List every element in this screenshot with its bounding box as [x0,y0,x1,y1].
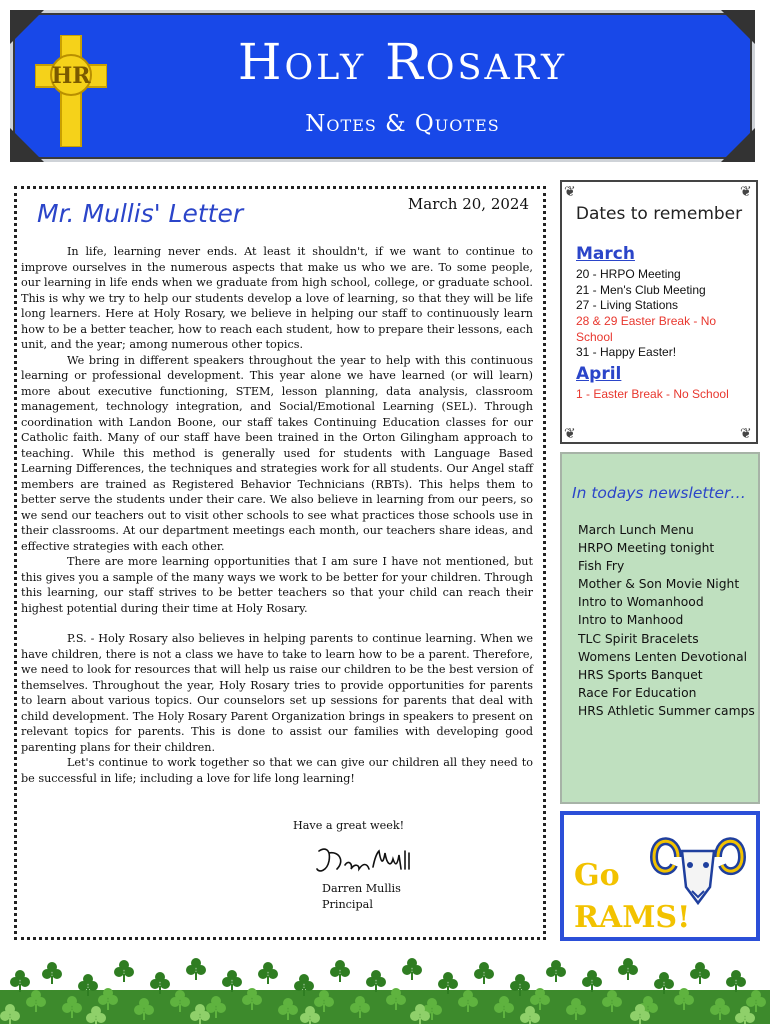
list-item: HRS Sports Banquet [578,667,703,682]
letter-title: Mr. Mullis' Letter [37,199,244,228]
event-item: 21 - Men's Club Meeting [576,283,706,297]
event-item-highlight: 1 - Easter Break - No School [576,387,729,401]
list-item: TLC Spirit Bracelets [578,631,699,646]
newsletter-contents-list [578,521,755,720]
list-item: Intro to Womanhood [578,595,704,610]
event-item-highlight: 28 & 29 Easter Break - No School [576,314,717,344]
month-heading: April [576,364,622,384]
flourish-icon: ❦ [740,425,752,441]
letter-paragraph: In life, learning never ends. At least it shouldn't, if we want to continue to improve ourselves in the numerous aspects that make us who we are. To some people, our learning in life ends when we graduate from high school, college, or graduate school. This is why we try to help our students develop a love of learning, so that they will be life long learners. Here at Holy Rosary, we believe in helping our staff to continuously learn how to be a better teacher, how to reach each student, how to prepare their lessons, each unit, and the year; among numerous other topics. [21,245,533,351]
rams-text: RAMS! [574,900,691,935]
flourish-icon: ❦ [564,183,576,199]
letter-closing: Have a great week! [293,819,405,832]
letter-paragraph: Let's continue to work together so that we can give our children all they need to be successful in life; including a love for life long learning! [21,756,533,785]
header-banner [10,10,755,162]
newsletter-contents-box [560,452,760,804]
flourish-icon: ❦ [740,183,752,199]
dates-to-remember-box [560,180,758,444]
dates-title: Dates to remember [575,204,743,224]
list-item: Race For Education [578,685,697,700]
signer-name: Darren Mullis [322,882,401,895]
newsletter-contents-title: In todays newsletter… [572,484,746,502]
list-item: Intro to Manhood [578,613,684,628]
letter-date: March 20, 2024 [407,195,529,213]
flourish-icon: ❦ [564,425,576,441]
event-item: 31 - Happy Easter! [576,345,677,359]
event-item: 20 - HRPO Meeting [576,267,681,281]
newsletter-title: Holy Rosary [237,33,568,91]
list-item: Womens Lenten Devotional [578,649,748,664]
principal-letter [14,186,546,940]
list-item: Fish Fry [578,559,625,574]
letter-body [21,244,533,786]
signer-block [322,881,401,913]
ram-mascot-icon [648,829,748,907]
go-text: Go [574,858,620,893]
shamrock-border-decoration [0,950,770,1024]
list-item: March Lunch Menu [578,523,694,537]
letter-paragraph: We bring in different speakers throughout the year to help with this continuous learning or professional development. This year alone we have learned (or will learn) more about executive functioning, STEM, lesson planning, data analysis, classroom management, technology integration, and Social/Emotional Learning (SEL). Through coordination with Landon Boone, our staff takes Continuing Education classes for our Catholic faith. Many of our staff have been trained in the Orton Gilingham approach to teaching. While this method is generally used for students with Language Based Learning Differences, the techniques and strategies work for all students. Our Angel staff members are trained as Registered Behavior Technicians (RBTs). This helps them to better serve the students under their care. We also believe in learning from our peers, so we send our teachers out to visit other schools to see what practices those schools use in their classrooms. At our department meetings each month, our teachers share ideas, and effective strategies with each other. [21,353,533,553]
logo-monogram: HR [51,63,91,89]
handwritten-signature [315,843,415,877]
letter-paragraph: There are more learning opportunities that I am sure I have not mentioned, but this gives you a sample of the many ways we work to be better for your children. Through this learning, our staff strives to be better teachers so that your child can reach their highest potential during their time at Holy Rosary. [21,555,533,615]
month-heading: March [576,244,635,264]
letter-paragraph: P.S. - Holy Rosary also believes in helping parents to continue learning. When we have children, there is not a class we have to take to learn how to be a parent. Therefore, we need to look for resources that will help us raise our children to be the best version of themselves. Throughout the year, Holy Rosary tries to provide opportunities for parents to learn about various topics. Our counselors set up sessions for parents that deal with child development. The Holy Rosary Parent Organization brings in speakers to present on relevant topics for parents. This is done to assist our families with developing good parenting plans for their children. [21,632,533,754]
list-item: HRS Athletic Summer camps [578,703,755,718]
event-item: 27 - Living Stations [576,298,679,312]
go-rams-box [560,811,760,941]
list-item: Mother & Son Movie Night [578,577,740,592]
list-item: HRPO Meeting tonight [578,541,715,556]
newsletter-subtitle: Notes & Quotes [305,111,500,137]
signer-title: Principal [322,898,373,911]
